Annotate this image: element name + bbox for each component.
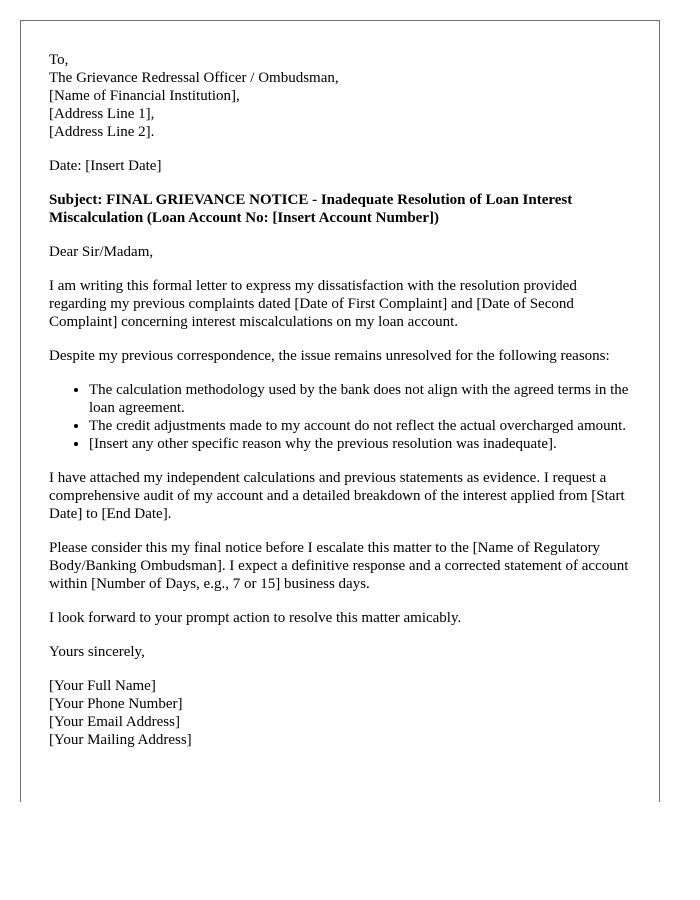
paragraph-reasons-intro: Despite my previous correspondence, the issue remains unresolved for the following reasons: <box>49 348 610 364</box>
letter-page <box>20 20 660 802</box>
paragraph-closing-remark: I look forward to your prompt action to resolve this matter amicably. <box>49 610 462 626</box>
list-item: • The credit adjustments made to my account do not reflect the actual overcharged amount. <box>89 417 631 435</box>
signature-line: [Your Email Address] <box>49 714 180 730</box>
recipient-address <box>49 51 631 141</box>
paragraph-intro: I am writing this formal letter to express my dissatisfaction with the resolution provided regarding my previous complaints dated [Date of First Complaint] and [Date of Second Complaint] concerning interest miscalculations on my loan account. <box>49 278 577 330</box>
recipient-line: The Grievance Redressal Officer / Ombudsman, <box>49 70 339 86</box>
recipient-line: [Name of Financial Institution], <box>49 88 240 104</box>
letter-subject: Subject: FINAL GRIEVANCE NOTICE - Inadequate Resolution of Loan Interest Miscalculation (Loan Account No: [Insert Account Number]) <box>49 192 573 226</box>
reasons-list <box>49 381 631 453</box>
recipient-line: [Address Line 1], <box>49 106 155 122</box>
list-item: • [Insert any other specific reason why the previous resolution was inadequate]. <box>89 435 631 453</box>
signature-line: [Your Full Name] <box>49 678 156 694</box>
letter-date: Date: [Insert Date] <box>49 158 162 174</box>
paragraph-evidence: I have attached my independent calculations and previous statements as evidence. I request a comprehensive audit of my account and a detailed breakdown of the interest applied from [Start Date] to [End Date]. <box>49 470 625 522</box>
salutation: Dear Sir/Madam, <box>49 244 154 260</box>
recipient-line: To, <box>49 52 69 68</box>
signature-line: [Your Phone Number] <box>49 696 183 712</box>
recipient-line: [Address Line 2]. <box>49 124 155 140</box>
signature-line: [Your Mailing Address] <box>49 732 192 748</box>
closing: Yours sincerely, <box>49 644 145 660</box>
list-item: • The calculation methodology used by the bank does not align with the agreed terms in the loan agreement. <box>89 381 631 417</box>
signature-block <box>49 677 631 749</box>
paragraph-final-notice: Please consider this my final notice before I escalate this matter to the [Name of Regulatory Body/Banking Ombudsman]. I expect a definitive response and a corrected statement of account within [Number of Days, e.g., 7 or 15] business days. <box>49 540 629 592</box>
